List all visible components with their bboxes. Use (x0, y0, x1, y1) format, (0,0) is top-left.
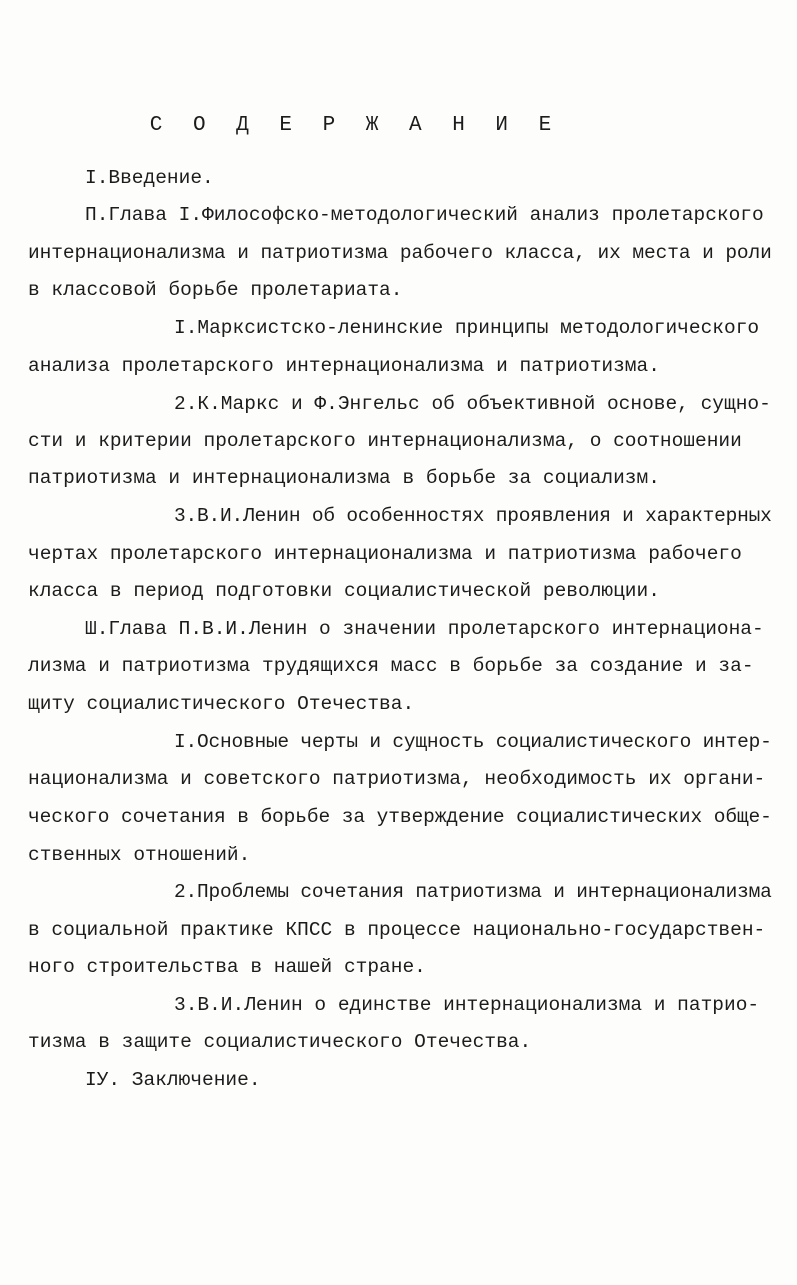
toc-line-chapter2-heading: Ш.Глава П.В.И.Ленин о значении пролетарского интернациона- (85, 618, 764, 640)
toc-line-section-1-2-cont: сти и критерии пролетарского интернационализма, о соотношении (28, 430, 742, 452)
toc-line-section-1-1-cont: анализа пролетарского интернационализма и патриотизма. (28, 355, 660, 377)
toc-line-section-2-2: 2.Проблемы сочетания патриотизма и интернационализма (174, 881, 772, 903)
toc-line-section-1-3-cont: чертах пролетарского интернационализма и патриотизма рабочего (28, 543, 742, 565)
toc-line-section-2-1-cont: национализма и советского патриотизма, необходимость их органи- (28, 768, 766, 790)
toc-line-section-1-3-cont: класса в период подготовки социалистической революции. (28, 580, 660, 602)
toc-line-section-2-3: 3.В.И.Ленин о единстве интернационализма и патрио- (174, 994, 760, 1016)
toc-line-introduction: I.Введение. (85, 167, 214, 189)
toc-line-section-1-2: 2.К.Маркс и Ф.Энгельс об объективной основе, сущно- (174, 393, 771, 415)
toc-line-section-1-1: I.Марксистско-ленинские принципы методологического (174, 317, 760, 339)
toc-line-section-2-3-cont: тизма в защите социалистического Отечества. (28, 1031, 532, 1053)
toc-line-section-1-2-cont: патриотизма и интернационализма в борьбе за социализм. (28, 467, 660, 489)
toc-line-chapter1-cont: интернационализма и патриотизма рабочего класса, их места и роли (28, 242, 772, 264)
toc-line-chapter2-cont: щиту социалистического Отечества. (28, 693, 415, 715)
toc-line-conclusion: IУ. Заключение. (85, 1069, 261, 1091)
toc-line-section-2-1: I.Основные черты и сущность социалистического интер- (174, 731, 772, 753)
toc-line-chapter1-heading: П.Глава I.Философско-методологический анализ пролетарского (85, 204, 764, 226)
toc-line-section-2-1-cont: ственных отношений. (28, 844, 251, 866)
toc-line-section-2-2-cont: в социальной практике КПСС в процессе национально-государствен- (28, 919, 766, 941)
toc-line-section-2-1-cont: ческого сочетания в борьбе за утверждение социалистических обще- (28, 806, 772, 828)
toc-line-chapter1-cont: в классовой борьбе пролетариата. (28, 279, 403, 301)
page-title: С О Д Е Р Ж А Н И Е (149, 114, 561, 137)
toc-line-section-1-3: 3.В.И.Ленин об особенностях проявления и характерных (174, 505, 772, 527)
toc-line-section-2-2-cont: ного строительства в нашей стране. (28, 956, 426, 978)
toc-line-chapter2-cont: лизма и патриотизма трудящихся масс в борьбе за создание и за- (28, 655, 754, 677)
